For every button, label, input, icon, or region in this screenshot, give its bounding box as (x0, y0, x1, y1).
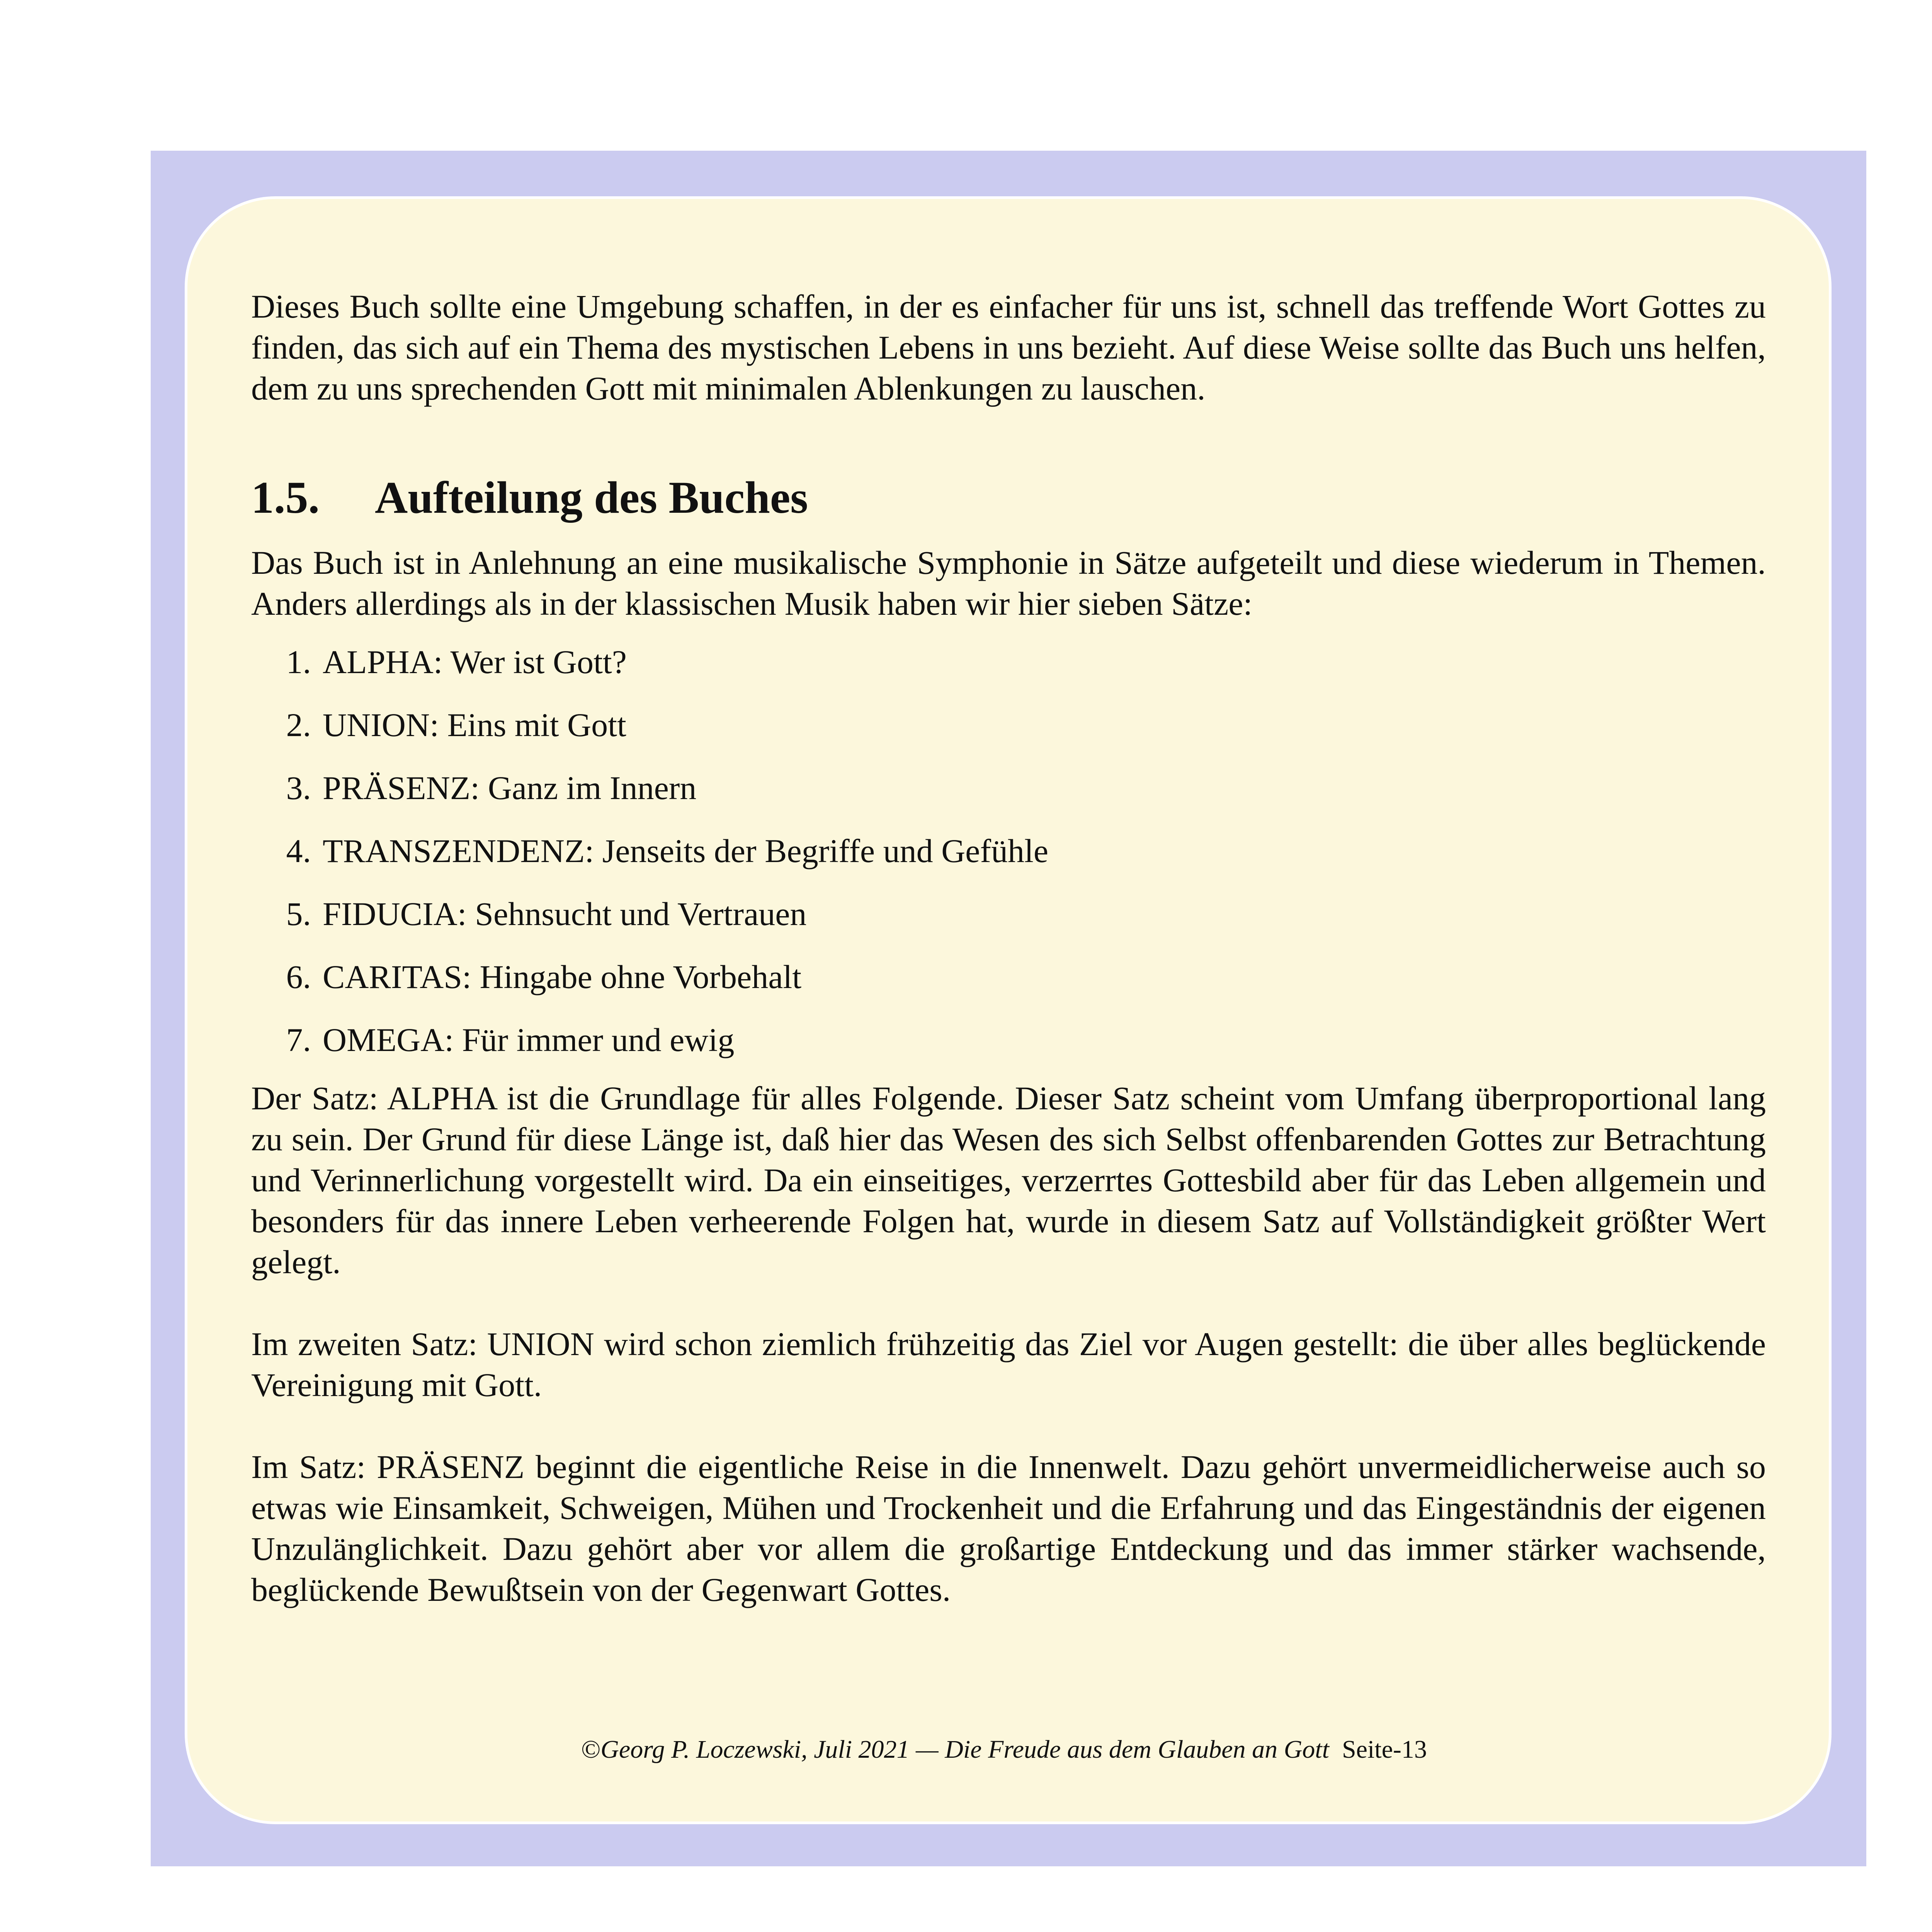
page-footer (0, 1734, 1932, 1765)
list-item-text: ALPHA: Wer ist Gott? (323, 643, 627, 680)
list-item-number: 2. (286, 706, 311, 743)
list-item (251, 641, 1766, 682)
list-item (251, 893, 1766, 934)
list-item (251, 767, 1766, 808)
list-item (251, 704, 1766, 745)
list-item (251, 956, 1766, 997)
list-item (251, 830, 1766, 871)
intro-paragraph: Dieses Buch sollte eine Umgebung schaffen, in der es einfacher für uns ist, schnell das treffende Wort Gottes zu finden, das sich auf ein Thema des mystischen Lebens in uns bezieht. Auf diese Weise sollte das Buch uns helfen, dem zu uns sprechenden Gott mit minimalen Ablenkungen zu lauschen. (251, 288, 1766, 407)
list-item (251, 1019, 1766, 1060)
section-number: 1.5. (251, 472, 320, 523)
list-item-number: 1. (286, 643, 311, 680)
body-paragraph: Der Satz: ALPHA ist die Grundlage für alles Folgende. Dieser Satz scheint vom Umfang überproportional lang zu sein. Der Grund für diese Länge ist, daß hier das Wesen des sich Selbst offenbarenden Gottes zur Betrachtung und Verinnerlichung vorgestellt wird. Da ein einseitiges, verzerrtes Gottesbild aber für das Leben allgemein und besonders für das innere Leben verheerende Folgen hat, wurde in diesem Satz auf Vollständigkeit größter Wert gelegt. (251, 1080, 1766, 1281)
list-item-number: 7. (286, 1021, 311, 1058)
list-item-text: CARITAS: Hingabe ohne Vorbehalt (323, 958, 802, 995)
section-title: Aufteilung des Buches (375, 472, 808, 523)
list-item-text: UNION: Eins mit Gott (323, 706, 626, 743)
movement-list (251, 641, 1766, 1060)
body-paragraph: Im Satz: PRÄSENZ beginnt die eigentliche Reise in die Innenwelt. Dazu gehört unvermeidlicherweise auch so etwas wie Einsamkeit, Schweigen, Mühen und Trockenheit und die Erfahrung und das Eingeständnis der eigenen Unzulänglichkeit. Dazu gehört aber vor allem die großartige Entdeckung und das immer stärker wachsende, beglückende Bewußtsein von der Gegenwart Gottes. (251, 1448, 1766, 1608)
section-body (251, 1078, 1766, 1610)
list-item-text: FIDUCIA: Sehnsucht und Vertrauen (323, 895, 807, 932)
list-item-number: 3. (286, 769, 311, 806)
footer-credit: Georg P. Loczewski, Juli 2021 — Die Freude aus dem Glauben an Gott (600, 1735, 1329, 1764)
body-paragraph: Im zweiten Satz: UNION wird schon ziemlich frühzeitig das Ziel vor Augen gestellt: die über alles beglückende Vereinigung mit Gott. (251, 1325, 1766, 1403)
page-number: Seite-13 (1342, 1735, 1427, 1764)
section-heading (251, 471, 1766, 525)
list-item-text: TRANSZENDENZ: Jenseits der Begriffe und Gefühle (323, 832, 1049, 869)
list-item-text: OMEGA: Für immer und ewig (323, 1021, 735, 1058)
list-item-number: 6. (286, 958, 311, 995)
list-item-text: PRÄSENZ: Ganz im Innern (323, 769, 697, 806)
list-item-number: 5. (286, 895, 311, 932)
section-lead: Das Buch ist in Anlehnung an eine musikalische Symphonie in Sätze aufgeteilt und diese wiederum in Themen. Anders allerdings als in der klassischen Musik haben wir hier sieben Sätze: (251, 544, 1766, 622)
page-content (251, 286, 1766, 1610)
copyright-symbol: © (581, 1735, 601, 1764)
list-item-number: 4. (286, 832, 311, 869)
